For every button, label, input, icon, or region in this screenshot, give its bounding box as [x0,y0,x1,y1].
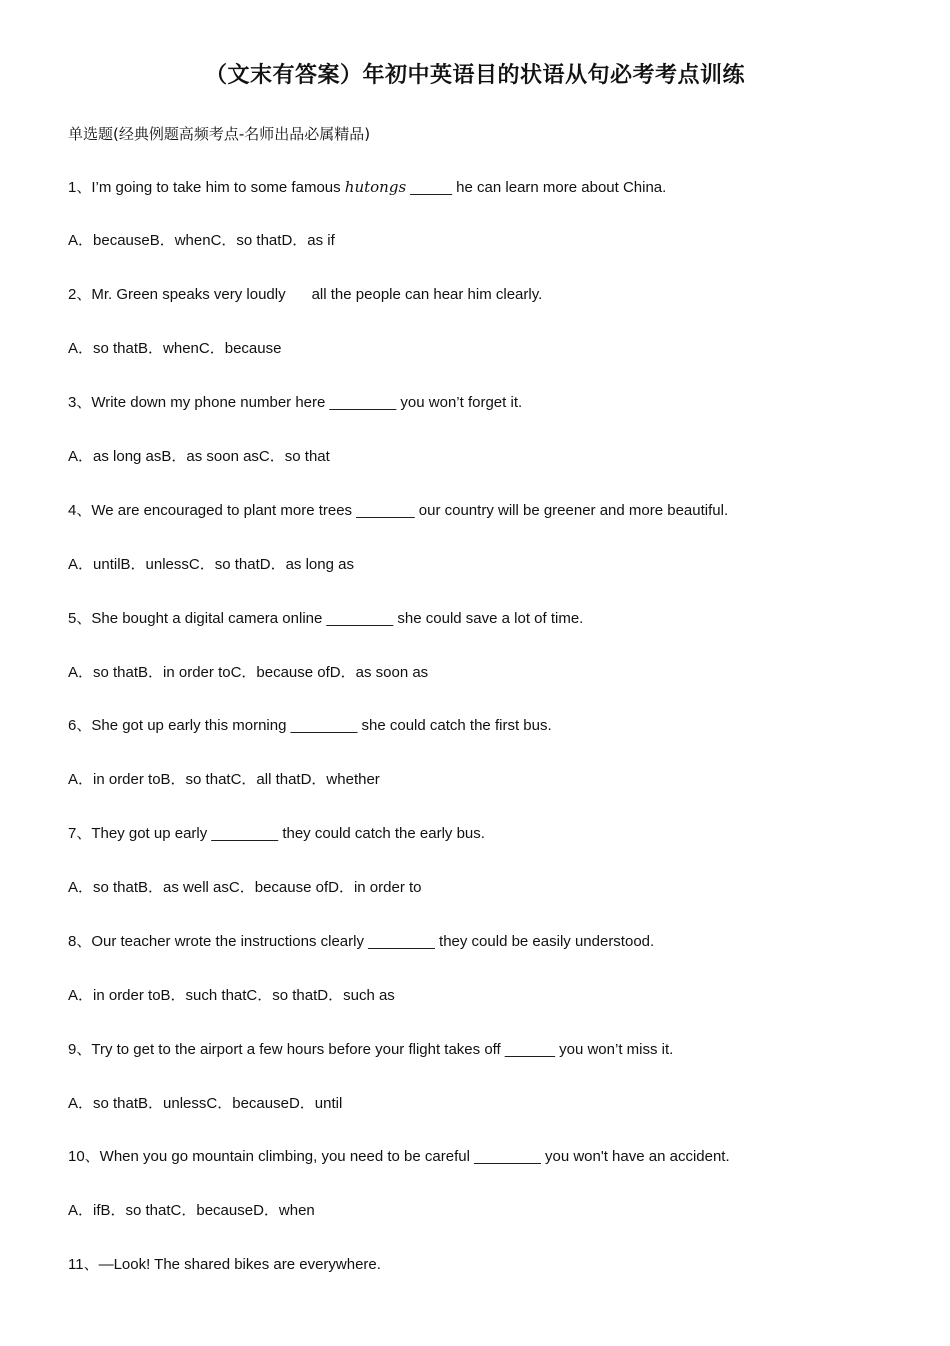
question-2-part1: 2、Mr. Green speaks very loudly [68,286,286,303]
question-11: 11、—Look! The shared bikes are everywhere. [68,1256,381,1273]
question-5: 5、She bought a digital camera online ________ she could save a lot of time. [68,610,584,627]
question-2-options: A．so thatB．whenC．because [68,340,282,357]
question-1-prefix: 1、I’m going to take him to some famous [68,179,345,196]
question-2 [68,285,542,305]
question-1 [68,177,666,198]
question-7-options: A．so thatB．as well asC．because ofD．in order to [68,879,422,896]
question-9-options: A．so thatB．unlessC．becauseD．until [68,1095,343,1112]
question-1-suffix: _____ he can learn more about China. [406,179,667,196]
question-2-part2: all the people can hear him clearly. [311,286,543,303]
question-4-options: A．untilB．unlessC．so thatD．as long as [68,556,354,573]
question-6-options: A．in order toB．so thatC．all thatD．whether [68,771,380,788]
question-10-options: A．ifB．so thatC．becauseD．when [68,1202,315,1219]
question-8: 8、Our teacher wrote the instructions clearly ________ they could be easily understood. [68,933,655,950]
question-8-options: A．in order toB．such thatC．so thatD．such as [68,987,395,1004]
section-heading: 单选题(经典例题高频考点-名师出品必属精品) [68,125,371,143]
question-1-italic-word: hutongs [344,178,407,196]
question-10: 10、When you go mountain climbing, you need to be careful ________ you won't have an accident. [68,1148,730,1165]
question-7: 7、They got up early ________ they could catch the early bus. [68,825,485,842]
document-title: （文末有答案）年初中英语目的状语从句必考考点训练 [204,63,745,88]
question-6: 6、She got up early this morning ________ she could catch the first bus. [68,717,552,734]
question-9: 9、Try to get to the airport a few hours before your flight takes off ______ you won’t miss it. [68,1041,674,1058]
question-5-options: A．so thatB．in order toC．because ofD．as soon as [68,664,429,681]
question-3-options: A．as long asB．as soon asC．so that [68,448,330,465]
question-1-options: A．becauseB．whenC．so thatD．as if [68,232,335,249]
question-4: 4、We are encouraged to plant more trees _______ our country will be greener and more beautiful. [68,502,729,519]
question-3: 3、Write down my phone number here ________ you won’t forget it. [68,394,523,411]
